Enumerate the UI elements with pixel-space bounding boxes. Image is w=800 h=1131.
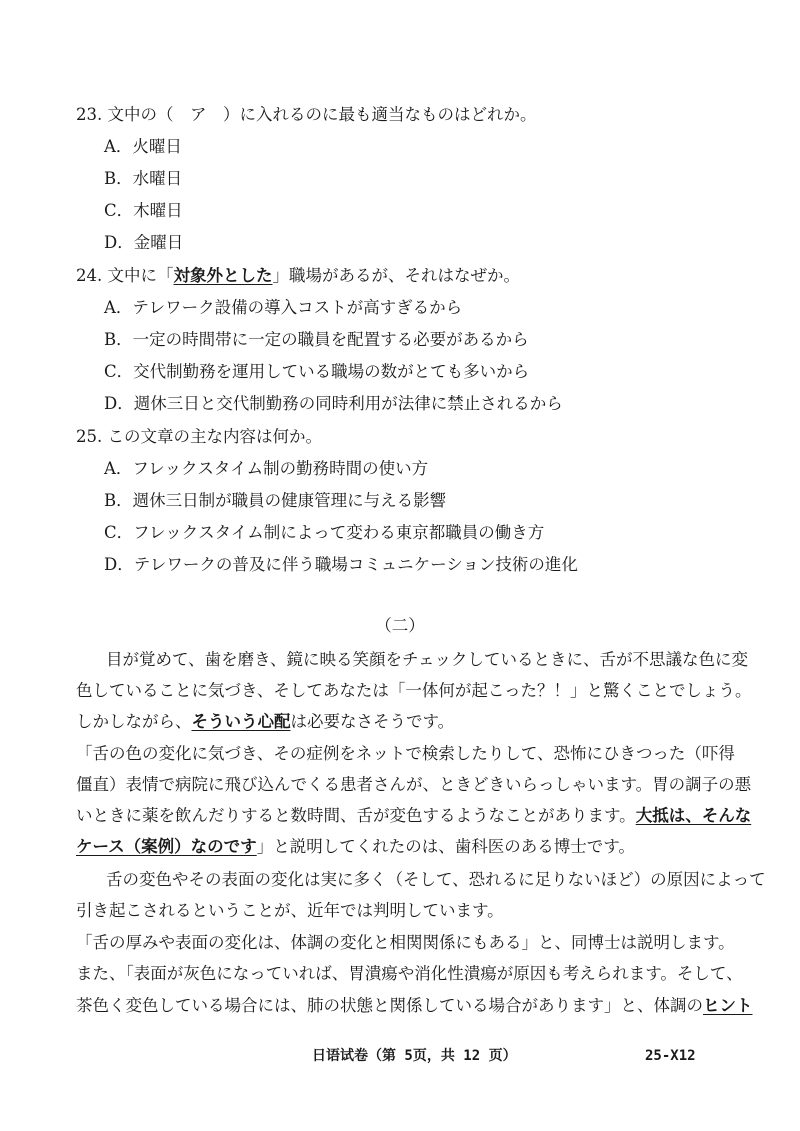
passage-line: ケース（案例）なのです」と説明してくれたのは、歯科医のある博士です。 [76,837,635,856]
question-24: 24. 文中に「対象外とした」職場があるが、それはなぜか。 [76,266,520,285]
page-footer: 日语试卷（第 5页，共 12 页） [312,1048,517,1064]
question-number: 23. [76,105,103,124]
q23-option-c: C．木曜日 [104,201,183,220]
underlined-phrase: 大抵は、そんな [635,806,752,825]
question-23 [76,104,537,126]
passage-line: 目が覚めて、歯を磨き、鏡に映る笑顔をチェックしているときに、舌が不思議な色に変 [106,650,749,669]
q25-option-d: D．テレワークの普及に伴う職場コミュニケーション技術の進化 [104,555,578,574]
underlined-phrase: 対象外とした [173,266,273,285]
passage-line: 色していることに気づき、そしてあなたは「一体何が起こった？！」と驚くことでしょう。 [76,681,752,700]
underlined-phrase: ヒント [703,996,753,1015]
q24-option-a: A．テレワーク設備の導入コストが高すぎるから [104,298,463,317]
q23-option-d: D．金曜日 [104,233,184,252]
q23-option-a: A．火曜日 [104,137,182,156]
q25-option-c: C．フレックスタイム制によって変わる東京都職員の働き方 [104,523,545,542]
passage-line: また、「表面が灰色になっていれば、胃潰瘍や消化性潰瘍が原因も考えられます。そして、 [76,964,743,983]
q25-option-a: A．フレックスタイム制の勤務時間の使い方 [104,459,429,478]
q24-option-b: B．一定の時間帯に一定の職員を配置する必要があるから [104,330,529,349]
passage-line: 「舌の色の変化に気づき、その症例をネットで検索したりして、恐怖にひきつった（吓得 [76,744,735,763]
passage-line: いときに薬を飲んだりすると数時間、舌が変色するようなことがあります。大抵は、そんな [76,806,752,825]
passage-line: 僵直）表情で病院に飛び込んでくる患者さんが、ときどきいらっしゃいます。胃の調子の悪 [76,775,752,794]
section-title: （二） [375,616,425,635]
passage-line: 舌の変色やその表面の変化は実に多く（そして、恐れるに足りないほど）の原因によって [106,870,766,889]
q24-option-d: D．週休三日と交代制勤務の同時利用が法律に禁止されるから [104,394,563,413]
question-25 [76,426,322,448]
q24-option-c: C．交代制勤務を運用している職場の数がとても多いから [104,362,530,381]
passage-line: しかしながら、そういう心配は必要なさそうです。 [76,712,455,731]
question-text: この文章の主な内容は何か。 [107,427,322,446]
passage-line: 「舌の厚みや表面の変化は、体調の変化と相関関係にもある」と、同博士は説明します。 [76,933,735,952]
q23-option-b: B．水曜日 [104,169,183,188]
question-number: 25. [76,427,103,446]
passage-line: 茶色く変色している場合には、肺の状態と関係している場合があります」と、体調のヒント [76,996,753,1015]
passage-line: 引き起こされるということが、近年では判明しています。 [76,901,504,920]
underlined-phrase: そういう心配 [191,712,291,731]
q25-option-b: B．週休三日制が職員の健康管理に与える影響 [104,491,447,510]
question-text: 文中の（ ア ）に入れるのに最も適当なものはどれか。 [107,105,537,124]
exam-code: 25-X12 [645,1048,696,1064]
question-number: 24. [76,266,103,285]
underlined-phrase: ケース（案例）なのです [76,837,257,856]
